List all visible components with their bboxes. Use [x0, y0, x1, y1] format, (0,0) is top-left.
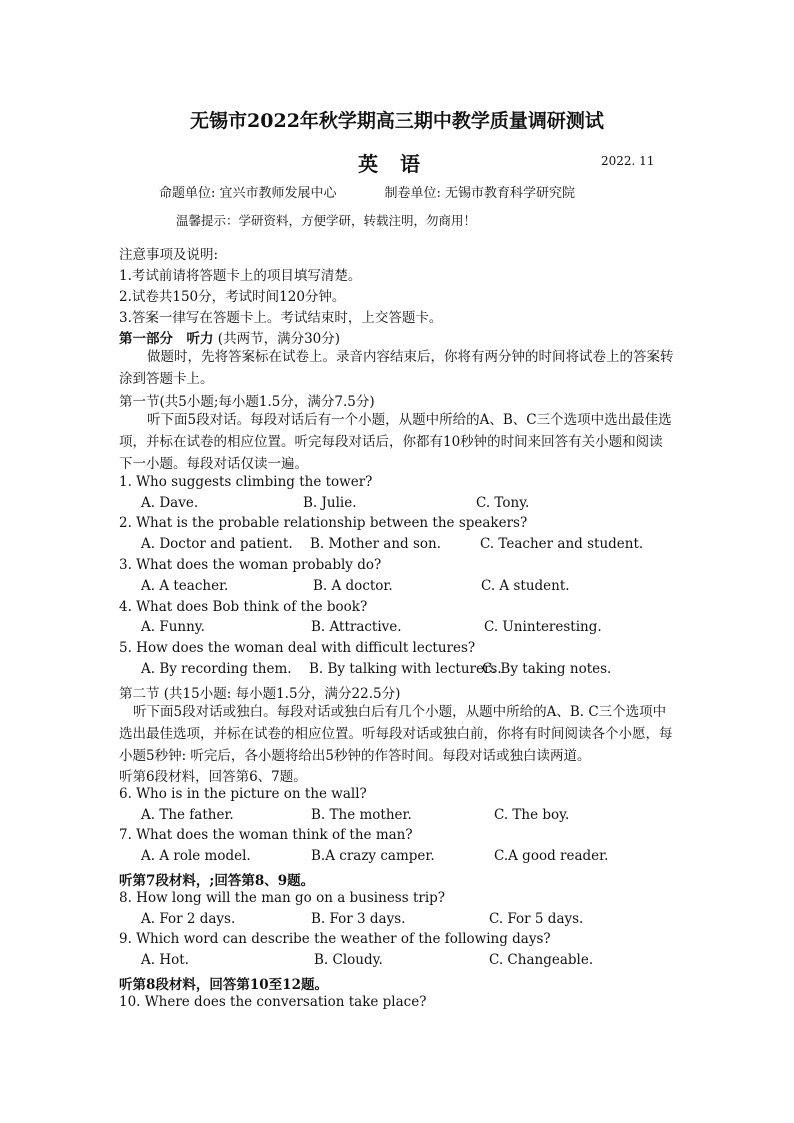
- option-c: C. Tony.: [476, 495, 530, 511]
- question-stem: 10. Where does the conversation take place?: [119, 994, 427, 1010]
- question-stem: 6. Who is in the picture on the wall?: [119, 786, 367, 802]
- material-heading: 听第8段材料，回答第10至12题。: [119, 977, 328, 993]
- option-b: B. A doctor.: [313, 578, 393, 594]
- part1-instruction: 做题时，先将答案标在试卷上。录音内容结束后，你将有两分钟的时间将试卷上的答案转涂到答题卡上。: [119, 349, 674, 387]
- part1-title: 第一部分 听力: [119, 331, 214, 347]
- exam-title: 无锡市2022年秋学期高三期中教学质量调研测试: [190, 110, 604, 132]
- note-item: 2.试卷共150分，考试时间120分钟。: [119, 289, 346, 305]
- tip-notice: 温馨提示：学研资料，方便学研，转载注明，勿商用！: [176, 213, 477, 228]
- option-b: B. Attractive.: [311, 619, 402, 635]
- option-c: C. Teacher and student.: [480, 536, 644, 552]
- option-b: B. Julie.: [303, 495, 357, 511]
- note-item: 1.考试前请将答题卡上的项目填写清楚。: [119, 268, 362, 284]
- material-heading: 听第6段材料，回答第6、7题。: [119, 769, 307, 785]
- option-c: C. For 5 days.: [489, 911, 584, 927]
- option-b: B. By talking with lecturers.: [309, 661, 502, 677]
- option-a: A. Funny.: [141, 619, 205, 635]
- option-c: C. By taking notes.: [482, 661, 612, 677]
- option-c: C. A student.: [481, 578, 570, 594]
- question-stem: 2. What is the probable relationship between the speakers?: [119, 515, 528, 531]
- option-a: A. The father.: [141, 807, 234, 823]
- part1-heading: [119, 327, 340, 347]
- material-heading: 听第7段材料，;回答第8、9题。: [119, 873, 315, 889]
- option-b: B.A crazy camper.: [311, 848, 435, 864]
- section2-instruction: 听下面5段对话或独白。每段对话或独白后有几个小题，从题中所给的A、B. C三个选项中选出最佳选项，并标在试卷的相应位置。听每段对话或独白前，你将有时间阅读各个小愿，每小题5秒钟: 听完后，各小题将给出5秒钟的作答时间。每段对话或独白读两道。: [119, 704, 673, 764]
- question-stem: 4. What does Bob think of the book?: [119, 599, 368, 615]
- note-item: 3.答案一律写在答题卡上。考试结束时，上交答题卡。: [119, 310, 443, 326]
- option-c: C. The boy.: [494, 807, 570, 823]
- option-a: A. By recording them.: [141, 661, 292, 677]
- exam-units: [159, 182, 575, 201]
- option-b: B. The mother.: [311, 807, 412, 823]
- option-c: C. Changeable.: [489, 952, 594, 968]
- part1-note: (共两节，满分30分): [217, 331, 341, 347]
- question-stem: 1. Who suggests climbing the tower?: [119, 474, 373, 490]
- option-a: A. For 2 days.: [141, 911, 236, 927]
- section1-instruction: 听下面5段对话。每段对话后有一个小题，从题中所给的A、B、C三个选项中选出最佳选项，并标在试卷的相应位置。听完每段对话后，你都有10秒钟的时间来回答有关小题和阅读下一小题。每段对话仅读一遍。: [119, 412, 672, 472]
- question-stem: 5. How does the woman deal with difficult lectures?: [119, 640, 476, 656]
- option-a: A. A teacher.: [141, 578, 229, 594]
- maker-unit: 制卷单位: 无锡市教育科学研究院: [384, 186, 576, 201]
- option-a: A. Doctor and patient.: [141, 536, 293, 552]
- option-b: B. Mother and son.: [310, 536, 442, 552]
- option-b: B. Cloudy.: [314, 952, 383, 968]
- exam-date: 2022. 11: [601, 154, 655, 168]
- option-c: C.A good reader.: [494, 848, 609, 864]
- question-stem: 8. How long will the man go on a business trip?: [119, 890, 446, 906]
- question-stem: 9. Which word can describe the weather of the following days?: [119, 931, 551, 947]
- subject-title: 英语: [358, 152, 442, 176]
- option-a: A. Hot.: [141, 952, 189, 968]
- section2-heading: 第二节 (共15小题: 每小题1.5分，满分22.5分): [119, 686, 401, 702]
- option-a: A. Dave.: [141, 495, 199, 511]
- setter-unit: 命题单位: 宜兴市教师发展中心: [159, 186, 337, 201]
- question-stem: 3. What does the woman probably do?: [119, 557, 382, 573]
- question-stem: 7. What does the woman think of the man?: [119, 827, 413, 843]
- option-c: C. Uninteresting.: [484, 619, 602, 635]
- notes-heading: 注意事项及说明:: [119, 247, 219, 263]
- option-b: B. For 3 days.: [311, 911, 406, 927]
- section1-heading: 第一节(共5小题;每小题1.5分，满分7.5分): [119, 394, 375, 410]
- option-a: A. A role model.: [141, 848, 251, 864]
